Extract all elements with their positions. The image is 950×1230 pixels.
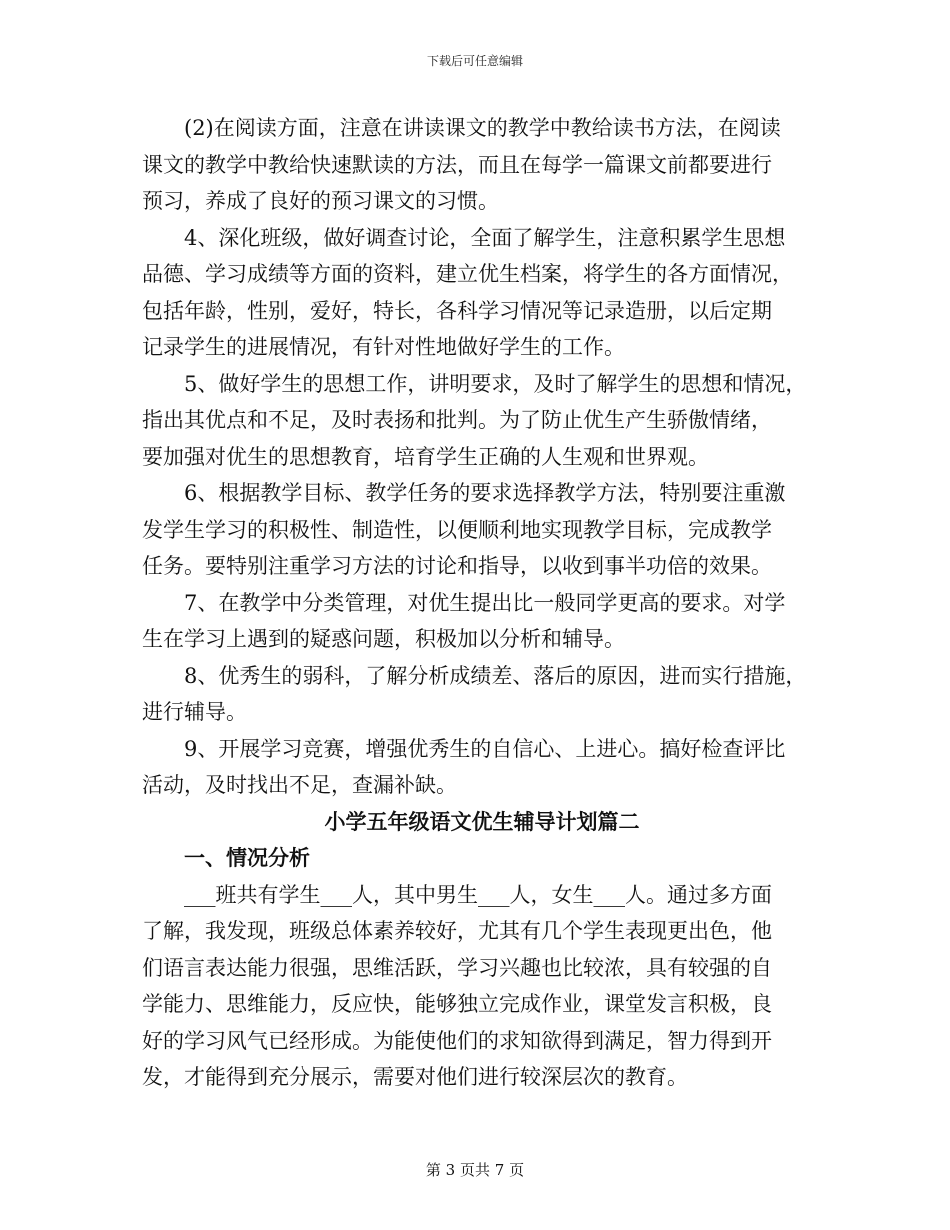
section-heading: 一、情况分析 — [184, 845, 310, 870]
section-title: 小学五年级语文优生辅导计划篇二 — [324, 808, 640, 834]
text-line: 生在学习上遇到的疑惑问题，积极加以分析和辅导。 — [142, 627, 625, 651]
text-line: 好的学习风气已经形成。为能使他们的求知欲得到满足，智力得到开 — [142, 1028, 772, 1053]
paragraph-situation-analysis — [142, 877, 822, 1096]
paragraph-item-5 — [142, 366, 822, 476]
text-line: 们语言表达能力很强，思维活跃，学习兴趣也比较浓，具有较强的自 — [142, 955, 772, 980]
text-line: 课文的教学中教给快速默读的方法，而且在每学一篇课文前都要进行 — [142, 152, 772, 177]
text-line: 发，才能得到充分展示，需要对他们进行较深层次的教育。 — [142, 1065, 688, 1089]
text-line: ___班共有学生___人，其中男生___人，女生___人。通过多方面 — [184, 882, 772, 907]
text-line: 4、深化班级，做好调查讨论，全面了解学生，注意积累学生思想 — [184, 225, 786, 250]
page-number: 第 3 页共 7 页 — [425, 1161, 525, 1179]
text-line: (2)在阅读方面，注意在讲读课文的教学中教给读书方法，在阅读 — [184, 116, 781, 140]
text-line: 9、开展学习竞赛，增强优秀生的自信心、上进心。搞好检查评比 — [184, 736, 786, 761]
paragraph-item-6 — [142, 475, 822, 585]
text-line: 6、根据教学目标、教学任务的要求选择教学方法，特别要注重激 — [184, 481, 786, 505]
text-line: 8、优秀生的弱科，了解分析成绩差、落后的原因，进而实行措施， — [184, 663, 807, 688]
text-line: 进行辅导。 — [142, 700, 247, 724]
text-line: 活动，及时找出不足，查漏补缺。 — [142, 773, 457, 797]
text-line: 发学生学习的积极性、制造性，以便顺利地实现教学目标，完成教学 — [142, 517, 772, 542]
paragraph-item-9 — [142, 731, 822, 804]
text-line: 学能力、思维能力，反应快，能够独立完成作业，课堂发言积极，良 — [142, 992, 772, 1016]
text-line: 5、做好学生的思想工作，讲明要求，及时了解学生的思想和情况， — [184, 371, 807, 396]
paragraph-item-7 — [142, 585, 822, 658]
page-header: 下载后可任意编辑 — [426, 54, 523, 68]
paragraph-reading — [142, 110, 822, 220]
paragraph-item-8 — [142, 658, 822, 731]
text-line: 指出其优点和不足，及时表扬和批判。为了防止优生产生骄傲情绪， — [142, 408, 772, 432]
document-body — [142, 110, 822, 1096]
text-line: 任务。要特别注重学习方法的讨论和指导，以收到事半功倍的效果。 — [142, 554, 772, 578]
text-line: 包括年龄，性别，爱好，特长，各科学习情况等记录造册，以后定期 — [142, 298, 772, 323]
text-line: 记录学生的进展情况，有针对性地做好学生的工作。 — [142, 335, 625, 359]
text-line: 了解，我发现，班级总体素养较好，尤其有几个学生表现更出色，他 — [142, 919, 772, 943]
text-line: 预习，养成了良好的预习课文的习惯。 — [142, 189, 499, 213]
text-line: 要加强对优生的思想教育，培育学生正确的人生观和世界观。 — [142, 444, 709, 469]
paragraph-item-4 — [142, 220, 822, 366]
text-line: 7、在教学中分类管理，对优生提出比一般同学更高的要求。对学 — [184, 590, 786, 615]
text-line: 品德、学习成绩等方面的资料，建立优生档案，将学生的各方面情况， — [142, 262, 793, 286]
